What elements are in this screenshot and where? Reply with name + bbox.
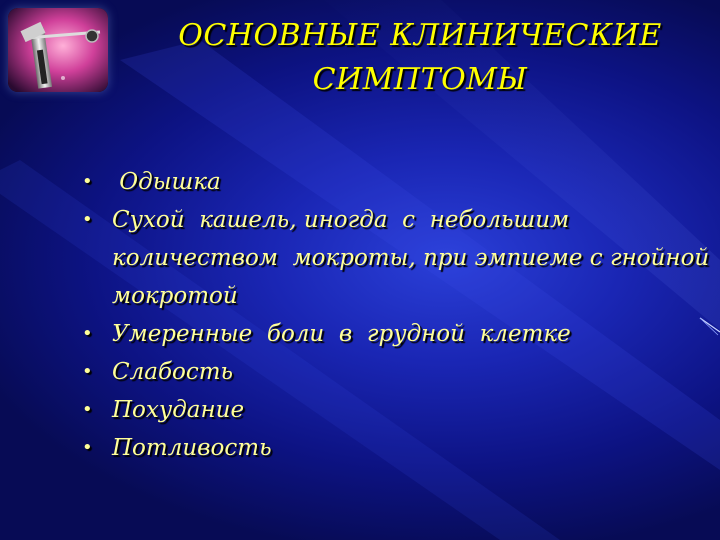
slide-title bbox=[120, 14, 720, 102]
symptom-chest-pain: Умеренные боли в грудной клетке bbox=[112, 321, 571, 347]
slide-title-line-1: ОСНОВНЫЕ КЛИНИЧЕСКИЕ bbox=[178, 18, 662, 53]
list-item bbox=[80, 201, 720, 315]
list-item bbox=[80, 391, 720, 429]
symptom-sweating: Потливость bbox=[112, 435, 272, 461]
list-item bbox=[80, 315, 720, 353]
bullet-icon: • bbox=[82, 323, 93, 344]
symptom-dry-cough-continued: количеством мокроты, при эмпиеме с гнойной bbox=[112, 245, 710, 271]
bullet-icon: • bbox=[82, 399, 93, 420]
slide-title-line-2: СИМПТОМЫ bbox=[312, 62, 528, 97]
symptom-weakness: Слабость bbox=[112, 359, 234, 385]
list-item bbox=[80, 353, 720, 391]
symptom-dry-cough-continued-2: мокротой bbox=[112, 283, 238, 309]
medical-instrument-photo-icon bbox=[8, 8, 108, 92]
bullet-icon: • bbox=[82, 209, 93, 230]
list-item bbox=[80, 429, 720, 467]
bullet-icon: • bbox=[82, 437, 93, 458]
symptom-weight-loss: Похудание bbox=[112, 397, 245, 423]
bullet-icon: • bbox=[82, 361, 93, 382]
symptom-list bbox=[80, 163, 720, 467]
symptom-dry-cough: Сухой кашель, иногда с небольшим bbox=[112, 207, 570, 233]
instrument-photo bbox=[8, 8, 108, 92]
symptom-dyspnea: Одышка bbox=[112, 169, 221, 195]
list-item bbox=[80, 163, 720, 201]
bullet-icon: • bbox=[82, 171, 93, 192]
